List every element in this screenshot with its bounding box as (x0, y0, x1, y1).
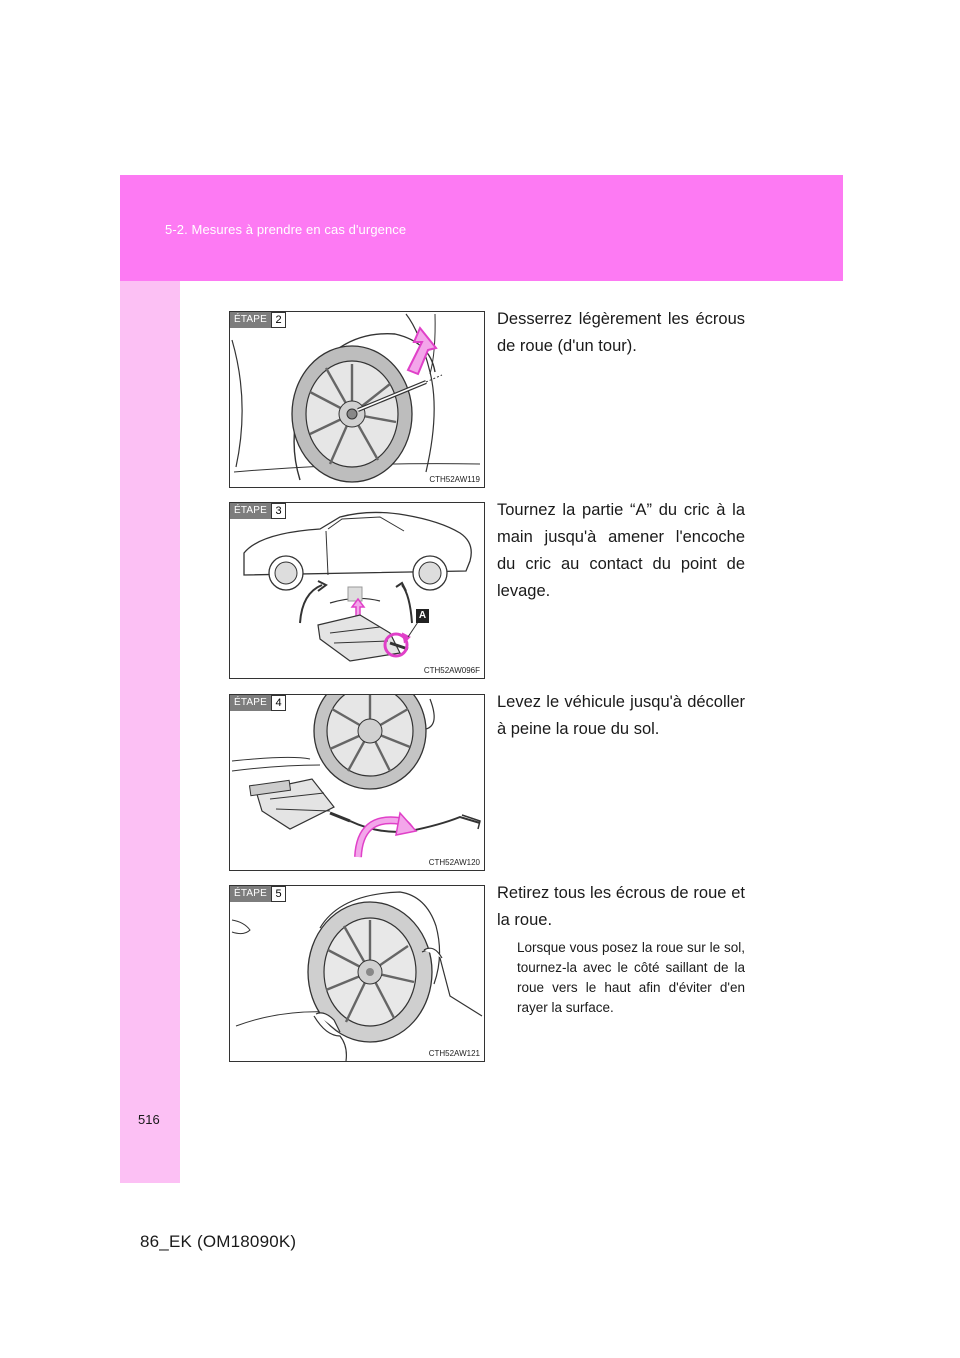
step-label: ÉTAPE (230, 312, 271, 328)
step-badge (230, 695, 286, 711)
wheel-wrench-illustration (230, 312, 484, 487)
step-number: 2 (271, 312, 286, 328)
step-label: ÉTAPE (230, 695, 271, 711)
step-badge (230, 886, 286, 902)
figure-code: CTH52AW120 (428, 858, 480, 867)
step-number: 3 (271, 503, 286, 519)
step-number: 4 (271, 695, 286, 711)
step-2-text: Desserrez légèrement les écrous de roue (d'un tour). (497, 310, 745, 355)
step-5-note: Lorsque vous posez la roue sur le sol, tournez-la avec le côté saillant de la roue vers le haut afin d'éviter d'en rayer la surface. (517, 940, 745, 1015)
step-4-figure (229, 694, 485, 871)
step-badge (230, 312, 286, 328)
figure-code: CTH52AW096F (423, 666, 480, 675)
step-5-text: Retirez tous les écrous de roue et la roue. (497, 884, 745, 929)
car-jack-illustration (230, 503, 484, 678)
callout-label: A (416, 609, 429, 623)
step-badge (230, 503, 286, 519)
side-bar (120, 175, 180, 1183)
step-label: ÉTAPE (230, 886, 271, 902)
page-number: 516 (138, 1112, 160, 1127)
step-4-text: Levez le véhicule jusqu'à décoller à peine la roue du sol. (497, 693, 745, 738)
step-label: ÉTAPE (230, 503, 271, 519)
remove-wheel-illustration (230, 886, 484, 1061)
figure-code: CTH52AW121 (428, 1049, 480, 1058)
step-3-figure (229, 502, 485, 679)
lift-vehicle-illustration (230, 695, 484, 870)
step-2-figure (229, 311, 485, 488)
step-number: 5 (271, 886, 286, 902)
document-code: 86_EK (OM18090K) (140, 1232, 297, 1251)
step-5-figure (229, 885, 485, 1062)
figure-code: CTH52AW119 (429, 475, 480, 484)
section-title: 5-2. Mesures à prendre en cas d'urgence (165, 222, 407, 237)
step-3-text: Tournez la partie “A” du cric à la main jusqu'à amener l'encoche du cric au contact du point de levage. (497, 501, 745, 600)
